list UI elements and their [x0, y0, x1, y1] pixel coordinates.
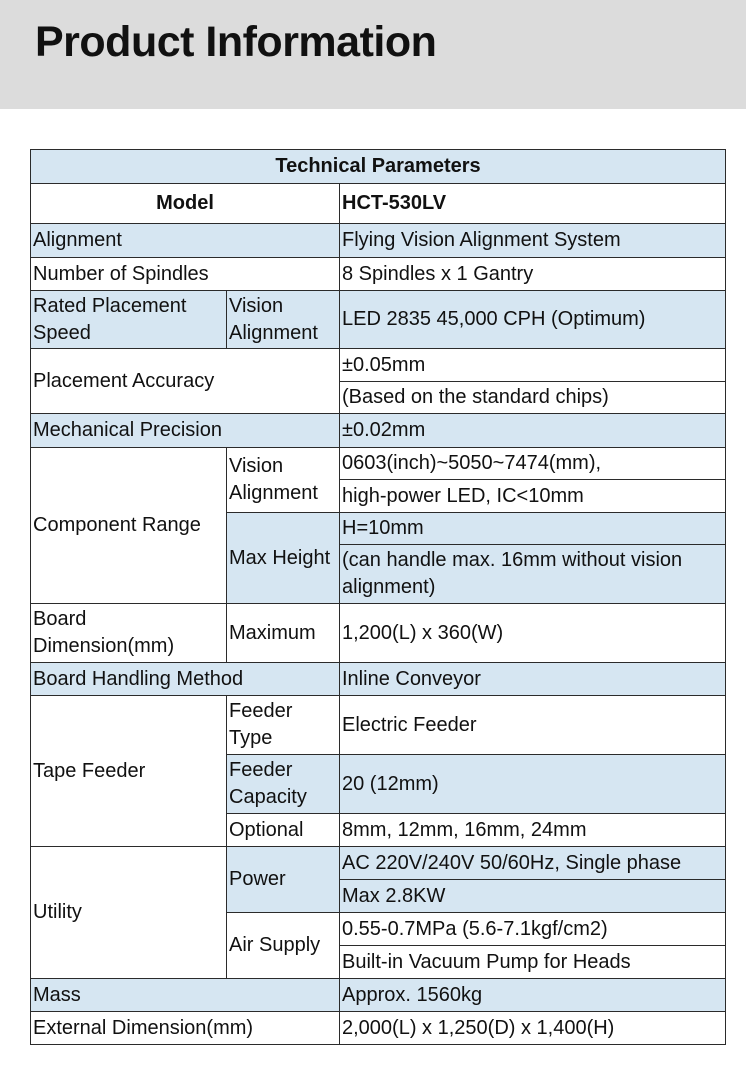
component-height-sub-label: Max Height	[227, 513, 340, 604]
board-label: Board Dimension(mm)	[31, 604, 227, 663]
model-value: HCT-530LV	[340, 184, 726, 224]
model-label: Model	[31, 184, 340, 224]
feeder-capacity-value: 20 (12mm)	[340, 755, 726, 814]
feeder-type-value: Electric Feeder	[340, 696, 726, 755]
speed-label: Rated Placement Speed	[31, 291, 227, 349]
table-row-precision	[31, 414, 726, 448]
table-row-component-vision-1	[31, 448, 726, 480]
utility-label: Utility	[31, 847, 227, 979]
table-title-row	[31, 150, 726, 184]
component-height-value-2: (can handle max. 16mm without vision alignment)	[340, 545, 726, 604]
board-sub-label: Maximum	[227, 604, 340, 663]
table-row-alignment	[31, 224, 726, 258]
speed-value: LED 2835 45,000 CPH (Optimum)	[340, 291, 726, 349]
accuracy-note: (Based on the standard chips)	[340, 382, 726, 414]
component-vision-value-1: 0603(inch)~5050~7474(mm),	[340, 448, 726, 480]
table-row-model	[31, 184, 726, 224]
table-title: Technical Parameters	[31, 150, 726, 184]
table-row-external	[31, 1012, 726, 1045]
mass-label: Mass	[31, 979, 340, 1012]
precision-label: Mechanical Precision	[31, 414, 340, 448]
table-row-accuracy	[31, 349, 726, 382]
board-value: 1,200(L) x 360(W)	[340, 604, 726, 663]
table-row-spindles	[31, 258, 726, 291]
accuracy-label: Placement Accuracy	[31, 349, 340, 414]
accuracy-value: ±0.05mm	[340, 349, 726, 382]
mass-value: Approx. 1560kg	[340, 979, 726, 1012]
table-row-mass	[31, 979, 726, 1012]
alignment-label: Alignment	[31, 224, 340, 258]
utility-power-value-1: AC 220V/240V 50/60Hz, Single phase	[340, 847, 726, 880]
precision-value: ±0.02mm	[340, 414, 726, 448]
feeder-label: Tape Feeder	[31, 696, 227, 847]
table-row-handling	[31, 663, 726, 696]
alignment-value: Flying Vision Alignment System	[340, 224, 726, 258]
table-row-board	[31, 604, 726, 663]
component-label: Component Range	[31, 448, 227, 604]
feeder-type-sub-label: Feeder Type	[227, 696, 340, 755]
handling-label: Board Handling Method	[31, 663, 340, 696]
component-height-value-1: H=10mm	[340, 513, 726, 545]
utility-air-sub-label: Air Supply	[227, 913, 340, 979]
technical-parameters-table	[30, 149, 726, 1045]
spindles-label: Number of Spindles	[31, 258, 340, 291]
table-row-feeder-type	[31, 696, 726, 755]
table-row-utility-power-1	[31, 847, 726, 880]
utility-power-sub-label: Power	[227, 847, 340, 913]
utility-power-value-2: Max 2.8KW	[340, 880, 726, 913]
component-vision-sub-label: Vision Alignment	[227, 448, 340, 513]
feeder-optional-sub-label: Optional	[227, 814, 340, 847]
utility-air-value-1: 0.55-0.7MPa (5.6-7.1kgf/cm2)	[340, 913, 726, 946]
utility-air-value-2: Built-in Vacuum Pump for Heads	[340, 946, 726, 979]
speed-sub-label: Vision Alignment	[227, 291, 340, 349]
page-title: Product Information	[35, 18, 437, 66]
table-row-speed	[31, 291, 726, 349]
handling-value: Inline Conveyor	[340, 663, 726, 696]
component-vision-value-2: high-power LED, IC<10mm	[340, 480, 726, 513]
external-value: 2,000(L) x 1,250(D) x 1,400(H)	[340, 1012, 726, 1045]
external-label: External Dimension(mm)	[31, 1012, 340, 1045]
spindles-value: 8 Spindles x 1 Gantry	[340, 258, 726, 291]
feeder-optional-value: 8mm, 12mm, 16mm, 24mm	[340, 814, 726, 847]
feeder-capacity-sub-label: Feeder Capacity	[227, 755, 340, 814]
